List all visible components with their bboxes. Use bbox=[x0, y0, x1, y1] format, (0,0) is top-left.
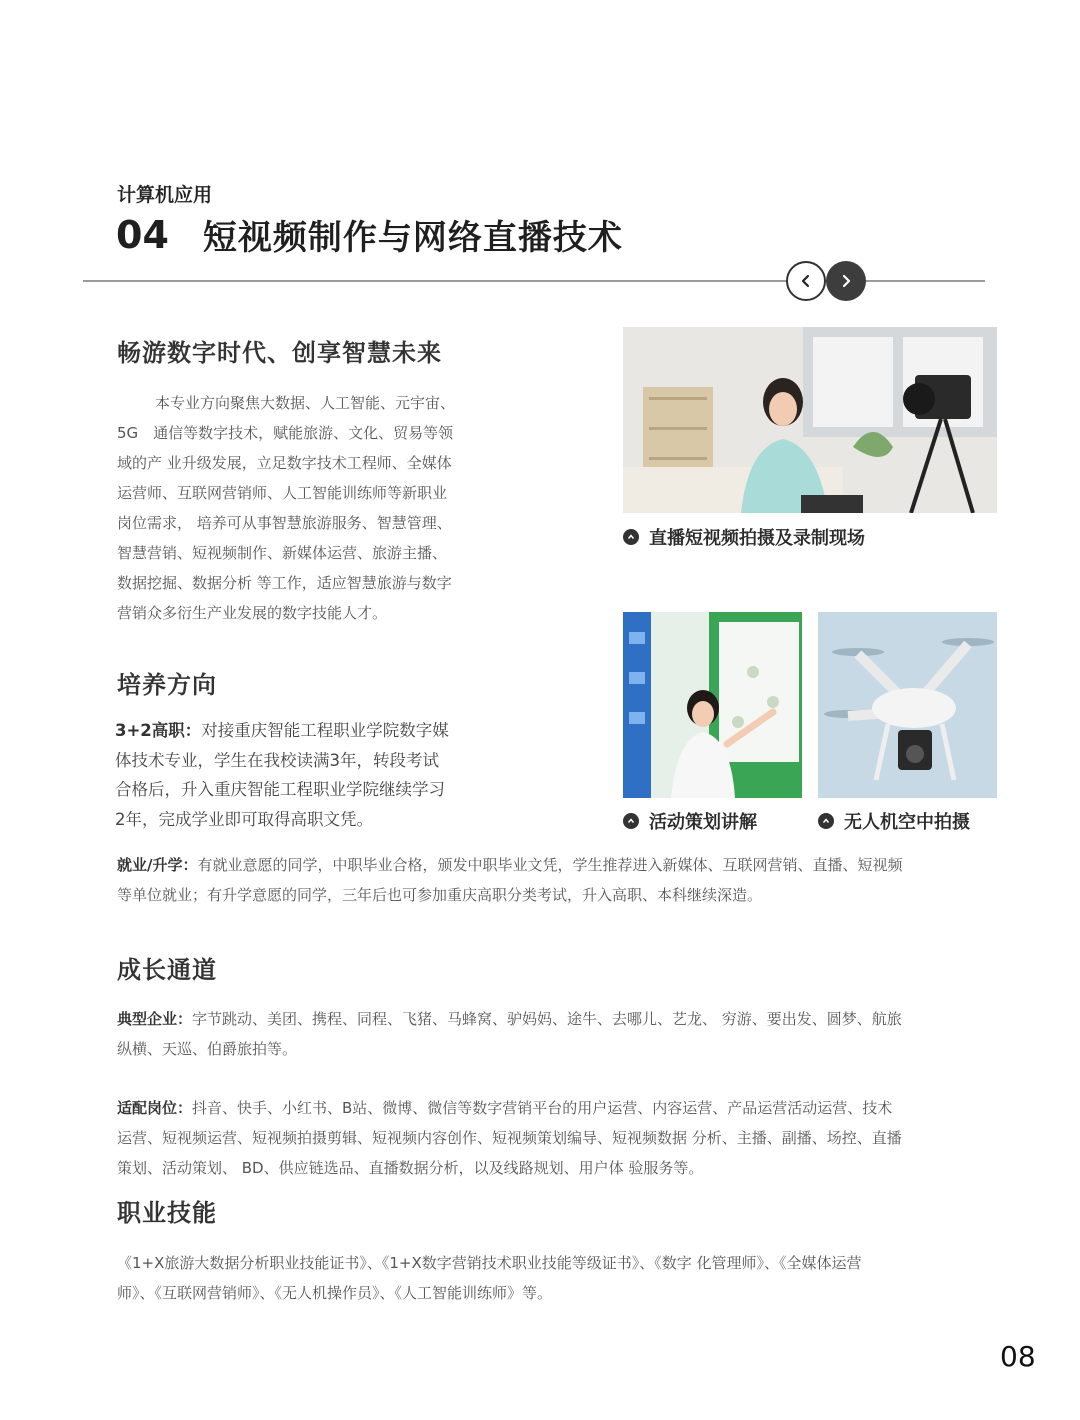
activity-caption-text: 活动策划讲解 bbox=[649, 812, 757, 833]
training-line: 2年，完成学业即可取得高职文凭。 bbox=[115, 809, 373, 829]
jobs-label: 适配岗位： bbox=[117, 1099, 193, 1117]
training-paragraph bbox=[115, 716, 505, 834]
companies-line-text: 字节跳动、美团、携程、同程、飞猪、马蜂窝、驴妈妈、途牛、去哪儿、艺龙、 穷游、要出发、圆梦、航旅 bbox=[192, 1010, 902, 1028]
employment-line-text: 有就业意愿的同学，中职毕业合格，颁发中职毕业文凭，学生推荐进入新媒体、互联网营销、直播、短视频 bbox=[197, 856, 903, 874]
section-number: 04 bbox=[116, 212, 169, 257]
play-icon bbox=[818, 813, 834, 829]
jobs-paragraph bbox=[117, 1093, 997, 1183]
drone-photo bbox=[818, 612, 997, 798]
intro-line: 营销众多衍生产业发展的数字技能人才。 bbox=[117, 604, 388, 622]
page-title bbox=[116, 210, 623, 259]
jobs-line: 策划、活动策划、 BD、供应链选品、直播数据分析，以及线路规划、用户体 验服务等。 bbox=[117, 1159, 704, 1177]
training-label: 3+2高职： bbox=[115, 721, 202, 740]
activity-photo bbox=[623, 612, 802, 798]
skills-paragraph bbox=[117, 1248, 997, 1308]
section-title: 短视频制作与网络直播技术 bbox=[202, 218, 623, 258]
training-line-text: 对接重庆智能工程职业学院数字媒 bbox=[201, 721, 449, 740]
intro-line: 岗位需求， 培养可从事智慧旅游服务、智慧管理、 bbox=[117, 514, 452, 532]
drone-caption-text: 无人机空中拍摄 bbox=[844, 812, 970, 833]
intro-heading: 畅游数字时代、创享智慧未来 bbox=[117, 339, 442, 367]
intro-line: 运营师、互联网营销师、人工智能训练师等新职业 bbox=[117, 484, 448, 502]
drone-caption bbox=[818, 808, 970, 834]
employment-paragraph bbox=[117, 850, 997, 910]
intro-paragraph bbox=[117, 388, 497, 628]
category-label: 计算机应用 bbox=[117, 184, 213, 206]
intro-line: 5G 通信等数字技术，赋能旅游、文化、贸易等领 bbox=[117, 424, 454, 442]
next-button[interactable] bbox=[826, 261, 866, 301]
prev-button[interactable] bbox=[786, 261, 826, 301]
companies-line bbox=[117, 1004, 997, 1034]
intro-line: 智慧营销、短视频制作、新媒体运营、旅游主播、 bbox=[117, 544, 448, 562]
growth-heading: 成长通道 bbox=[117, 956, 217, 984]
intro-line: 域的产 业升级发展，立足数字技术工程师、全媒体 bbox=[117, 454, 452, 472]
training-heading: 培养方向 bbox=[117, 671, 217, 699]
livestream-caption bbox=[623, 524, 865, 550]
employment-line: 等单位就业；有升学意愿的同学，三年后也可参加重庆高职分类考试，升入高职、本科继续深造。 bbox=[117, 886, 763, 904]
skills-line: 《1+X旅游大数据分析职业技能证书》、《1+X数字营销技术职业技能等级证书》、《数字 化管理师》、《全媒体运营 bbox=[117, 1254, 862, 1272]
play-icon bbox=[623, 529, 639, 545]
companies-label: 典型企业： bbox=[117, 1010, 193, 1028]
intro-line: 数据挖掘、数据分析 等工作，适应智慧旅游与数字 bbox=[117, 574, 452, 592]
training-line bbox=[115, 716, 505, 746]
companies-paragraph bbox=[117, 1004, 997, 1064]
training-line: 体技术专业，学生在我校读满3年，转段考试 bbox=[115, 750, 439, 770]
jobs-line bbox=[117, 1093, 997, 1123]
livestream-photo bbox=[623, 327, 997, 513]
skills-line: 师》、《互联网营销师》、《无人机操作员》、《人工智能训练师》等。 bbox=[117, 1284, 553, 1302]
jobs-line: 运营、短视频运营、短视频拍摄剪辑、短视频内容创作、短视频策划编导、短视频数据 分析、主播、副播、场控、直播 bbox=[117, 1129, 902, 1147]
page-number: 08 bbox=[1000, 1340, 1036, 1373]
employment-label: 就业/升学： bbox=[117, 856, 198, 874]
activity-caption bbox=[623, 808, 757, 834]
chevron-left-icon bbox=[798, 273, 814, 289]
jobs-line-text: 抖音、快手、小红书、B站、微博、微信等数字营销平台的用户运营、内容运营、产品运营活动运营、技术 bbox=[192, 1099, 893, 1117]
skills-heading: 职业技能 bbox=[117, 1199, 217, 1227]
employment-line bbox=[117, 850, 997, 880]
play-icon bbox=[623, 813, 639, 829]
intro-line: 本专业方向聚焦大数据、人工智能、元宇宙、 bbox=[155, 394, 456, 412]
training-line: 合格后，升入重庆智能工程职业学院继续学习 bbox=[115, 780, 445, 799]
companies-line: 纵横、天巡、伯爵旅拍等。 bbox=[117, 1040, 298, 1058]
livestream-caption-text: 直播短视频拍摄及录制现场 bbox=[649, 528, 865, 549]
chevron-right-icon bbox=[838, 273, 854, 289]
